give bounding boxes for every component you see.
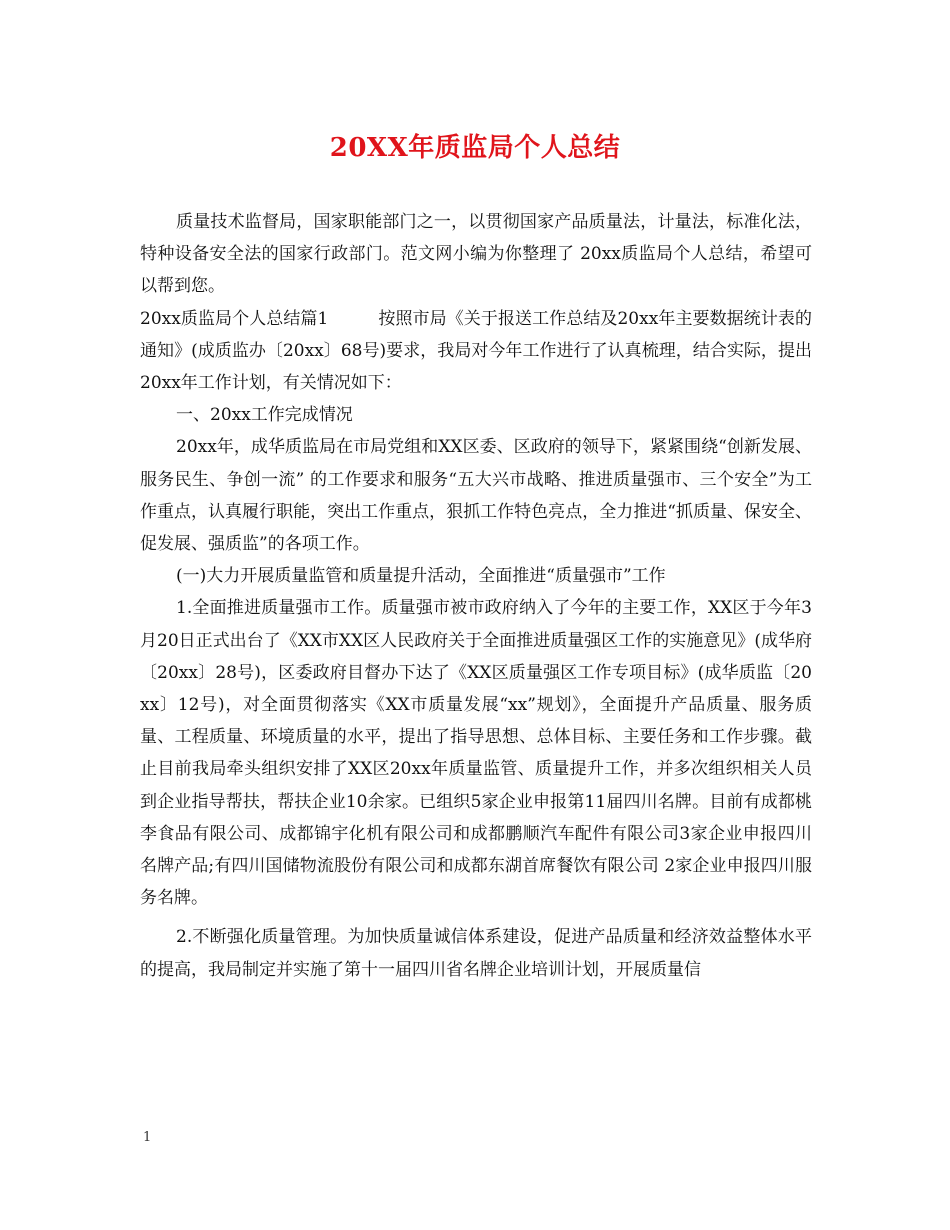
subheading-completion: 一、20xx工作完成情况 [176, 405, 353, 426]
section-heading: 20xx质监局个人总结篇1 [140, 308, 329, 329]
item-2-paragraph: 2.不断强化质量管理。为加快质量诚信体系建设，促进产品质量和经济效益整体水平的提高，我局制定并实施了第十一届四川省名牌企业培训计划，开展质量信 [140, 927, 812, 980]
item-1-paragraph: 1.全面推进质量强市工作。质量强市被市政府纳入了今年的主要工作，XX区于今年3月20日正式出台了《XX市XX区人民政府关于全面推进质量强区工作的实施意见》(成华府〔20xx〕28号)，区委政府目督办下达了《XX区质量强区工作专项目标》(成华质监〔20xx〕12号)，对全面贯彻落实《XX市质量发展“xx”规划》，全面提升产品质量、服务质量、工程质量、环境质量的水平，提出了指导思想、总体目标、主要任务和工作步骤。截止目前我局牵头组织安排了XX区20xx年质量监管、质量提升工作，并多次组织相关人员到企业指导帮扶，帮扶企业10余家。已组织5家企业申报第11届四川名牌。目前有成都桃李食品有限公司、成都锦宇化机有限公司和成都鹏顺汽车配件有限公司3家企业申报四川名牌产品;有四川国储物流股份有限公司和成都东湖首席餐饮有限公司 2家企业申报四川服务名牌。 [140, 598, 812, 909]
document-title: 20XX年质监局个人总结 [329, 133, 621, 163]
page-number: 1 [143, 1130, 152, 1145]
subheading-quality: (一)大力开展质量监管和质量提升活动，全面推进“质量强市”工作 [176, 566, 666, 587]
section-intro-text: 按照市局《关于报送工作总结及20xx年主要数据统计表的通知》(成质监办〔20xx〕68号)要求，我局对今年工作进行了认真梳理，结合实际，提出20xx年工作计划，有关情况如下： [140, 308, 812, 394]
overview-paragraph: 20xx年，成华质监局在市局党组和XX区委、区政府的领导下，紧紧围绕“创新发展、服务民生、争创一流” 的工作要求和服务“五大兴市战略、推进质量强市、三个安全”为工作重点，认真履行职能，突出工作重点，狠抓工作特色亮点，全力推进“抓质量、保安全、促发展、强质监”的各项工作。 [140, 437, 812, 555]
intro-paragraph: 质量技术监督局，国家职能部门之一，以贯彻国家产品质量法，计量法，标准化法，特种设备安全法的国家行政部门。范文网小编为你整理了 20xx质监局个人总结，希望可以帮到您。 [140, 212, 812, 297]
document-body [140, 206, 812, 986]
section-paragraph [140, 303, 812, 400]
